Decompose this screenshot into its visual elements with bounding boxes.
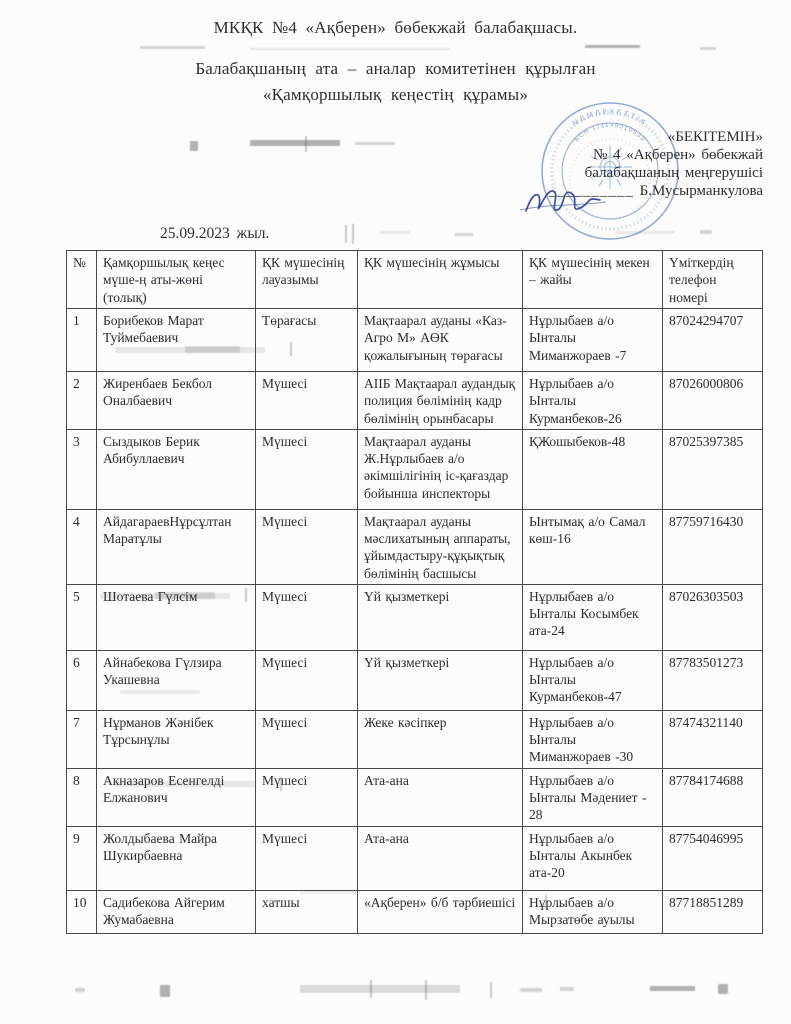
cell-address: Ынтымақ а/о Самал көш-16 bbox=[523, 509, 663, 584]
cell-num: 7 bbox=[67, 710, 97, 768]
cell-job: Мақтаарал ауданы Ж.Нұрлыбаев а/о әкімшілігінің іс-қағаздар бойынша инспекторы bbox=[358, 429, 523, 509]
column-header-name: Қамқоршылық кеңес мүше-ң аты-жөні (толық) bbox=[97, 251, 256, 309]
cell-num: 4 bbox=[67, 509, 97, 584]
cell-address: Нұрлыбаев а/о Ынталы Миманжораев -30 bbox=[523, 710, 663, 768]
document-date: 25.09.2023 жыл. bbox=[160, 225, 270, 242]
column-header-address: ҚК мүшесінің мекен – жайы bbox=[523, 251, 663, 309]
cell-phone: 87754046995 bbox=[663, 826, 763, 890]
cell-address: ҚЖошыбеков-48 bbox=[523, 429, 663, 509]
cell-position: Төрағасы bbox=[256, 309, 358, 372]
cell-position: Мүшесі bbox=[256, 372, 358, 430]
cell-phone: 87783501273 bbox=[663, 650, 763, 710]
cell-phone: 87474321140 bbox=[663, 710, 763, 768]
cell-phone: 87026303503 bbox=[663, 584, 763, 650]
approval-line-org2: балабақшаның меңгерушісі bbox=[584, 165, 763, 181]
document-subtitle-line1: Балабақшаның ата – аналар комитетінен құрылған bbox=[195, 59, 596, 78]
cell-phone: 87759716430 bbox=[663, 509, 763, 584]
cell-phone: 87024294707 bbox=[663, 309, 763, 372]
cell-job: Ата-ана bbox=[358, 826, 523, 890]
cell-address: Нұрлыбаев а/о Ынталы Курманбеков-47 bbox=[523, 650, 663, 710]
column-header-position: ҚК мүшесінің лауазымы bbox=[256, 251, 358, 309]
column-header-num: № bbox=[67, 251, 97, 309]
signer-name: Б.Мусырманкулова bbox=[639, 183, 763, 199]
cell-num: 5 bbox=[67, 584, 97, 650]
table-row bbox=[67, 650, 763, 710]
cell-address: Нұрлыбаев а/о Мырзатөбе ауылы bbox=[523, 890, 663, 933]
cell-name: Айнабекова Гүлзира Укашевна bbox=[97, 650, 256, 710]
cell-num: 10 bbox=[67, 890, 97, 933]
cell-name: Шотаева Гүлсім bbox=[97, 584, 256, 650]
table-row bbox=[67, 768, 763, 826]
table-header-row bbox=[67, 251, 763, 309]
table-row bbox=[67, 429, 763, 509]
cell-name: АйдагараевНұрсұлтан Маратұлы bbox=[97, 509, 256, 584]
approval-line-bekitemin: «БЕКІТЕМІН» bbox=[667, 129, 763, 145]
cell-job: Үй қызметкері bbox=[358, 584, 523, 650]
cell-name: Борибеков Марат Туймебаевич bbox=[97, 309, 256, 372]
cell-job: Мақтаарал ауданы мәслихатының аппараты, ұйымдастыру-құқықтық бөлімінің басшысы bbox=[358, 509, 523, 584]
cell-address: Нұрлыбаев а/о Ынталы Мәдениет - 28 bbox=[523, 768, 663, 826]
column-header-job: ҚК мүшесінің жұмысы bbox=[358, 251, 523, 309]
cell-job: Жеке кәсіпкер bbox=[358, 710, 523, 768]
document-subtitle-line2: «Қамқоршылық кеңестің құрамы» bbox=[262, 85, 529, 104]
cell-phone: 87784174688 bbox=[663, 768, 763, 826]
cell-position: Мүшесі bbox=[256, 826, 358, 890]
stamp-ring-text: МЕМЛЕКЕТТІК bbox=[571, 108, 649, 128]
cell-num: 6 bbox=[67, 650, 97, 710]
cell-position: хатшы bbox=[256, 890, 358, 933]
cell-name: Нұрманов Жәнібек Тұрсынұлы bbox=[97, 710, 256, 768]
approval-line-org1: № 4 «Ақберен» бөбекжай bbox=[592, 147, 763, 163]
cell-phone: 87026000806 bbox=[663, 372, 763, 430]
cell-job: Үй қызметкері bbox=[358, 650, 523, 710]
cell-name: Жолдыбаева Майра Шукирбаевна bbox=[97, 826, 256, 890]
cell-address: Нұрлыбаев а/о Ынталы Курманбеков-26 bbox=[523, 372, 663, 430]
cell-position: Мүшесі bbox=[256, 650, 358, 710]
cell-position: Мүшесі bbox=[256, 710, 358, 768]
table-row bbox=[67, 710, 763, 768]
cell-position: Мүшесі bbox=[256, 768, 358, 826]
cell-address: Нұрлыбаев а/о Ынталы Акынбек ата-20 bbox=[523, 826, 663, 890]
cell-num: 9 bbox=[67, 826, 97, 890]
column-header-phone: Үміткердің телефон номері bbox=[663, 251, 763, 309]
cell-job: «Ақберен» б/б тәрбиешісі bbox=[358, 890, 523, 933]
cell-name: Садибекова Айгерим Жумабаевна bbox=[97, 890, 256, 933]
cell-name: Жиренбаев Бекбол Оналбаевич bbox=[97, 372, 256, 430]
cell-phone: 87718851289 bbox=[663, 890, 763, 933]
table-row bbox=[67, 372, 763, 430]
cell-job: Ата-ана bbox=[358, 768, 523, 826]
stamp-bin-text: БСН 111140010533 bbox=[573, 121, 647, 144]
cell-num: 2 bbox=[67, 372, 97, 430]
table-row bbox=[67, 309, 763, 372]
document-title: МКҚК №4 «Ақберен» бөбекжай балабақшасы. bbox=[213, 18, 578, 37]
table-row bbox=[67, 509, 763, 584]
cell-num: 1 bbox=[67, 309, 97, 372]
cell-position: Мүшесі bbox=[256, 509, 358, 584]
document-header bbox=[0, 18, 791, 108]
cell-num: 3 bbox=[67, 429, 97, 509]
cell-job: АІІБ Мақтаарал аудандық полиция бөлімінің кадр бөлімінің орынбасары bbox=[358, 372, 523, 430]
handwritten-signature bbox=[516, 180, 634, 222]
cell-name: Сыздыков Берик Абибуллаевич bbox=[97, 429, 256, 509]
committee-table-body bbox=[67, 309, 763, 934]
cell-position: Мүшесі bbox=[256, 584, 358, 650]
cell-address: Нұрлыбаев а/о Ынталы Косымбек ата-24 bbox=[523, 584, 663, 650]
table-row bbox=[67, 826, 763, 890]
signature-underline: __________ bbox=[548, 183, 634, 199]
cell-position: Мүшесі bbox=[256, 429, 358, 509]
cell-address: Нұрлыбаев а/о Ынталы Миманжораев -7 bbox=[523, 309, 663, 372]
cell-job: Мақтаарал ауданы «Каз-Агро М» АӨК қожалығының төрағасы bbox=[358, 309, 523, 372]
cell-num: 8 bbox=[67, 768, 97, 826]
cell-name: Акназаров Есенгелді Елжанович bbox=[97, 768, 256, 826]
table-row bbox=[67, 890, 763, 933]
cell-phone: 87025397385 bbox=[663, 429, 763, 509]
